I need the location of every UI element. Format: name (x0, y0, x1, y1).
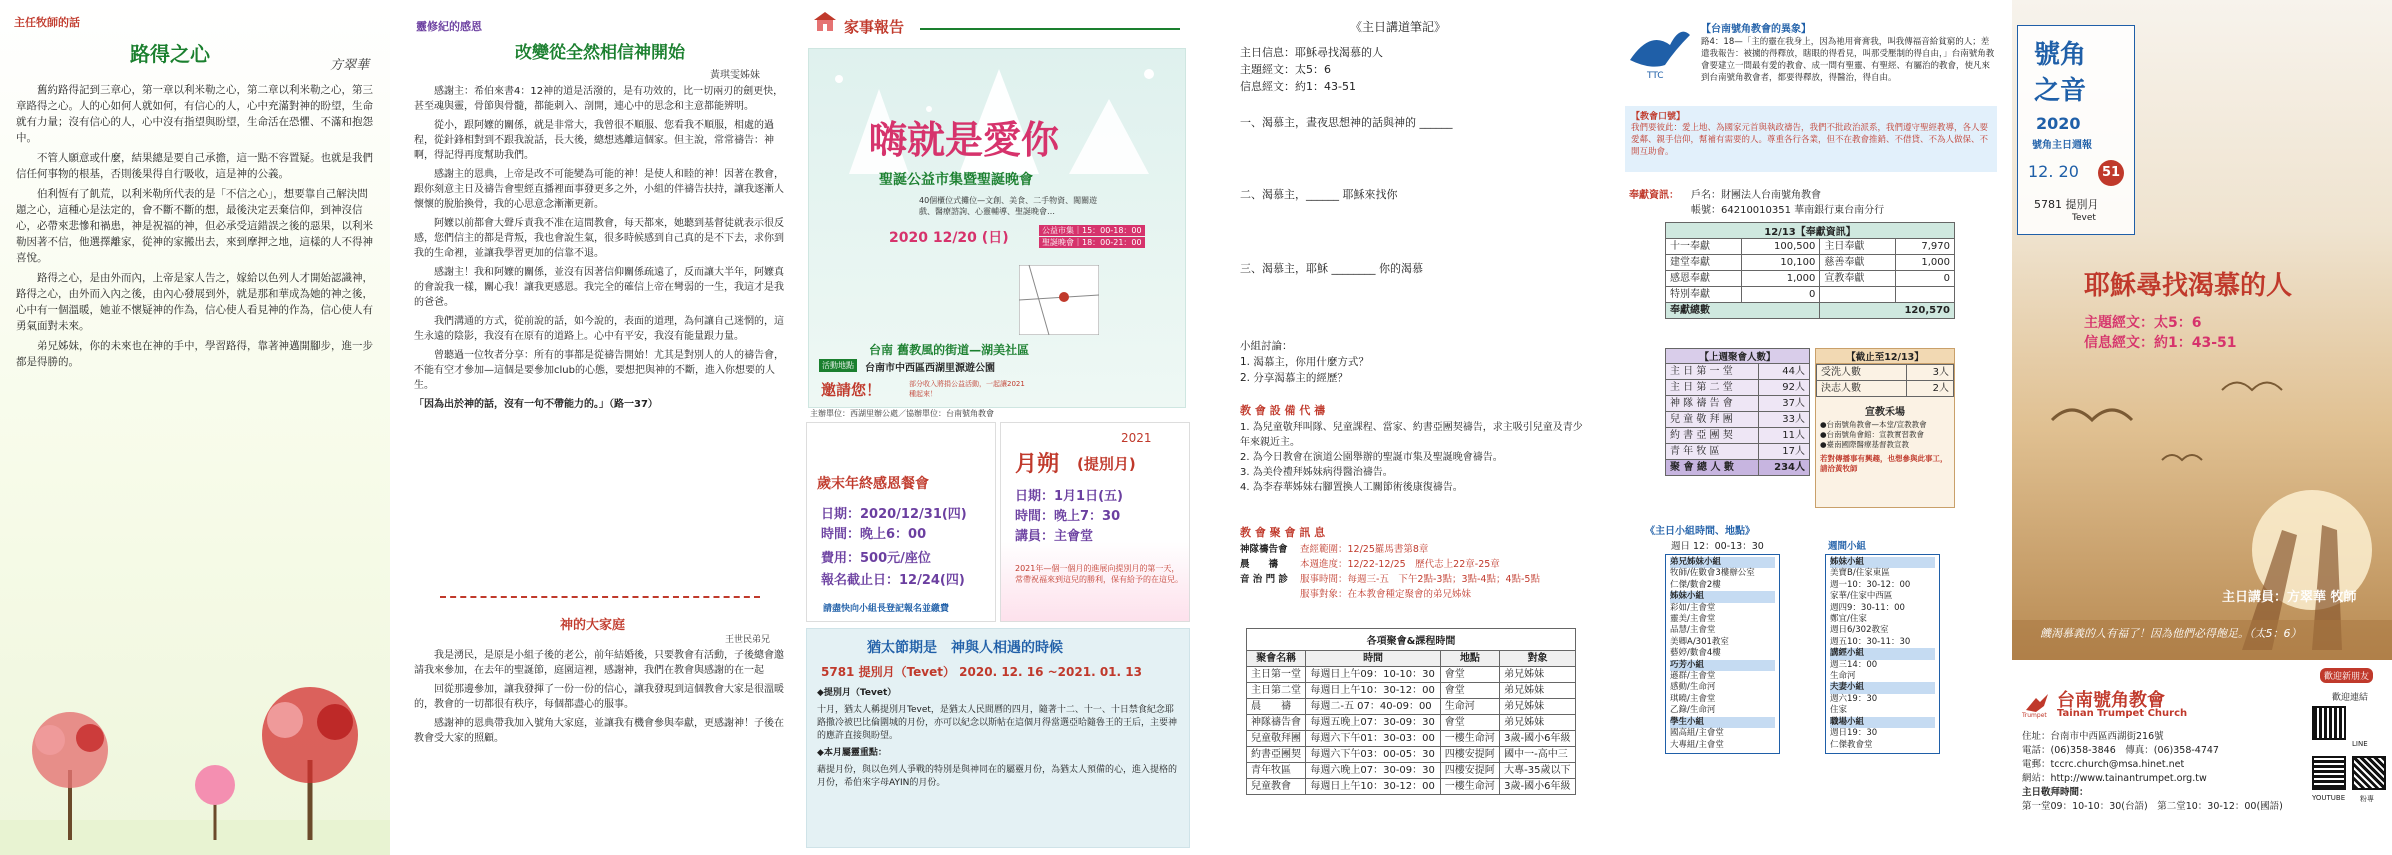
table-row: 主日第二堂 每週日上午10：30-12：00 會堂 弟兄姊妹 (1247, 683, 1576, 699)
masthead-subtitle: 號角主日週報 (2032, 140, 2092, 151)
schedule-caption: 各項聚會&課程時間 (1246, 628, 1576, 650)
poster-subtitle: 聖誕公益市集暨聖誕晚會 (879, 172, 1033, 188)
discussion-title: 小組討論： (1240, 340, 1293, 352)
column-sermon-notes (1210, 0, 1600, 855)
article-body (414, 84, 790, 416)
offering-account: 戶名：財團法人台南號角教會 (1691, 190, 1821, 201)
cover-message-verse: 信息經文：約1：43-51 (2084, 335, 2237, 351)
feast-item: ◆提別月（Tevet） (817, 688, 897, 698)
paragraph: 曾聽過一位牧者分享：所有的事都是從禱告開始！尤其是對別人的人的禱告會，不能有空才參加—這個是要參加club的心態，要想把與神的不斷，進入你想要的人生。 (414, 350, 784, 391)
group-item: 乙錄/生命河 (1670, 705, 1716, 716)
table-row: 主日第一堂 每週日上午09：10-10：30 會堂 弟兄姊妹 (1247, 667, 1576, 683)
mission-item: ●臺南國際醫療基督教宣教 (1820, 440, 1910, 449)
monthly-title: 月朔 (1015, 452, 1060, 477)
article-title: 改變從全然相信神開始 (515, 43, 685, 63)
paragraph: 回從那邊參加，讓我發揮了一份一份的信心，讓我發現到這個教會大家是很溫暖的，教會的一切都很有秩序，每個都盡心的服事。 (414, 684, 784, 710)
group-item: 仁傑教會堂 (1830, 739, 1873, 750)
group-item: 職場小組 (1830, 717, 1935, 728)
mission-title: 宣教禾場 (1865, 407, 1905, 418)
table-row: 主 日 第 二 堂 92人 (1666, 380, 1810, 396)
hebrew-month: 5781 提別月 (2034, 198, 2099, 211)
issue-date: 12. 20 (2028, 162, 2079, 181)
table-row: 主 日 第 一 堂 44人 (1666, 364, 1810, 380)
hebrew-month-en: Tevet (2072, 213, 2096, 223)
section-tag: 靈修紀的感恩 (416, 20, 482, 33)
poster-time-market: 公益市集｜15：00-18：00 (1039, 225, 1145, 236)
table-total-row: 奉獻總數 120,570 (1666, 303, 1955, 319)
address: 住址：台南市中西區西湖街216號 (2022, 731, 2164, 742)
svg-text:TTC: TTC (1647, 71, 1664, 80)
logo-text: Trumpet (2022, 712, 2047, 719)
paragraph: 感謝主：希伯來書4：12神的道是活潑的，是有功效的，比一切兩刃的劍更快，甚至魂與靈，骨節與骨髓，都能刺入、剖開，連心中的思念和主意都能辨明。 (414, 86, 784, 112)
group-item: 品慧/主會堂 (1670, 625, 1716, 636)
group-item: 靈美/主會堂 (1670, 614, 1716, 625)
group-item: 遜群/主會堂 (1670, 671, 1716, 682)
table-row: 特別奉獻 0 (1666, 287, 1955, 303)
table-header-row: 聚會名稱 時間 地點 對象 (1247, 651, 1576, 667)
poster-organizer: 主辦單位：西湖里辦公處／協辦單位：台南號角教會 (810, 409, 994, 418)
dinner-deadline: 報名截止日：12/24(四) (821, 573, 965, 588)
church-name-en: Tainan Trumpet Church (2057, 708, 2188, 719)
paragraph: 感謝主！我和阿嬤的關係，並沒有因著信仰關係疏遠了，反而讓大半年，阿嬤真的會說我一樣，關心我！讓我更感恩。我完全的確信上帝在彎弱的一生，我這才是我的爸爸。 (414, 267, 784, 308)
map-icon (1019, 265, 1099, 335)
dinner-fee: 費用：500元/座位 (821, 551, 931, 566)
sub-article-title: 神的大家庭 (560, 618, 626, 633)
offering-table-wrap (1665, 222, 1955, 319)
qr-line[interactable] (2312, 706, 2346, 740)
qr-line-label: LINE (2352, 740, 2368, 748)
group-item: 生命河 (1830, 671, 1856, 682)
paragraph: 感謝神的恩典帶我加入號角大家庭，並讓我有機會參與奉獻，更感謝神！子後在教會受大家的照顧。 (414, 718, 784, 744)
invite-subtext: 部分收入將捐公益活動，一起讓2021種起來！ (909, 380, 1025, 398)
notes-title: 《主日講道筆記》 (1350, 20, 1447, 34)
phone: 電話：(06)358-3846 傳真：(06)358-4747 (2022, 745, 2219, 756)
qr-caption: 歡迎連結 (2332, 693, 2369, 703)
venue-name: 台南市中西區西湖里源遊公園 (865, 363, 995, 374)
christmas-poster (808, 48, 1186, 408)
dinner-box (806, 422, 996, 622)
mission-item: ●台南號角教會—本堂/宣教教會 (1820, 420, 1927, 429)
heart-trees-illustration (0, 680, 390, 855)
table-row: 約書亞團契 每週六下午03：00-05：30 四樓安提阿 國中一-高中三 (1247, 747, 1576, 763)
paragraph: 從小，跟阿嬤的關係，就是非常大，我曾很不順服、您看我不順服，相處的過程，從針鋒相對到不跟我說話，長大後，總想逃離這個家。但主說，常常禱告：神啊，得記得再度幫助我們。 (414, 120, 774, 161)
table-row: 兒童教會 每週日上午10：30-12：00 一樓生命河 3歲-國小6年級 (1247, 779, 1576, 795)
group-item: 週日19：30 (1830, 728, 1878, 739)
section-header: 家事報告 (844, 18, 905, 36)
monthly-date: 日期：1月1日(五) (1015, 489, 1123, 504)
table-row: 兒 童 敬 拜 團 33人 (1666, 412, 1810, 428)
baptism-wrap (1815, 348, 1955, 508)
service-times: 第一堂09：10-10：30(台語) 第二堂10：30-12：00(國語) (2022, 801, 2283, 812)
dove-logo (1625, 20, 1695, 80)
group-item: 週三14：00 (1830, 659, 1878, 670)
column-cover (2012, 0, 2392, 855)
dinner-time: 時間：晚上6：00 (821, 527, 927, 542)
offering-label: 奉獻資訊： (1629, 190, 1679, 201)
note-point: 三、渴慕主，耶穌 ________ 你的渴慕 (1240, 262, 1423, 275)
prayer-list (1240, 420, 1590, 495)
church-house-icon (812, 10, 838, 32)
info-line: 主日信息：耶穌尋找渴慕的人 (1240, 46, 1383, 59)
article-body (16, 82, 378, 374)
table-row: 兒童敬拜團 每週六下午01：30-03：00 一樓生命河 3歲-國小6年級 (1247, 731, 1576, 747)
masthead-name-1: 號角 (2034, 40, 2087, 70)
discussion-item: 2. 分享渴慕主的經歷？ (1240, 372, 1348, 384)
article-author: 黃琪雯姊妹 (710, 70, 760, 81)
vision-text: 路4：18—「主的靈在我身上，因為祂用膏膏我，叫我傳福音給貧窮的人；差遣我報告：被擄的得釋放，瞎眼的得看見，叫那受壓制的得自由，」台南號角教會要建立一間最有愛的教會、成一間有聖靈、有聖經、有屬治的教會，使凡來到台南號角教會者，都要得釋放，得醫治，得自由。 (1701, 37, 1995, 83)
info-line: 信息經文：約1：43-51 (1240, 80, 1356, 93)
feast-subtitle: 5781 提別月（Tevet） 2020. 12. 16 ~2021. 01. 13 (821, 665, 1142, 679)
dinner-note: 請盡快向小組長登記報名並繳費 (823, 604, 950, 614)
group-item: 姊妹小組 (1830, 557, 1935, 568)
church-name-cn: 台南號角教會 (2057, 690, 2165, 711)
group-title: 《主日小組時間、地點》 (1645, 526, 1755, 537)
masthead-name-2: 之音 (2034, 76, 2087, 106)
qr-youtube[interactable] (2312, 756, 2346, 790)
group-item: 週五10：30-11：30 (1830, 636, 1911, 647)
group-item: 週四9：30-11：00 (1830, 602, 1905, 613)
meeting-row: 神隊禱告會 查經範圍：12/25羅馬書第8章 (1240, 544, 1429, 555)
feast-item: 十月，猶太人稱提別月Tevet，是猶太人民間曆的四月，隨著十二、十一、十日禁食紀念耶路撒冷被巴比倫圍城的月份，亦可以紀念以斯帖在這個月得當選亞哈隨魯王的王后，主要神的應許直接與盼望。 (817, 705, 1178, 741)
dinner-title: 歲末年終感恩餐會 (817, 476, 929, 492)
attendance-title: 【上週聚會人數】 (1665, 348, 1810, 363)
group-item: 週六19：30 (1830, 693, 1878, 704)
attendance-table (1665, 363, 1810, 476)
group-item: 家華/住家中西區 (1830, 591, 1893, 602)
column-pastor-message (0, 0, 390, 855)
column-testimony (400, 0, 800, 855)
invite-text: 邀請您！ (821, 381, 882, 399)
weekday-group-title: 週間小組 (1828, 541, 1867, 552)
vision-title: 【台南號角教會的異象】 (1701, 24, 1811, 35)
table-row: 決志人數 2人 (1817, 381, 1954, 397)
poster-time-evening: 聖誕晚會｜18：00-21：00 (1039, 237, 1145, 248)
group-item: 美卿A/301教室 (1670, 636, 1729, 647)
group-item: 仁傑/數會2樓 (1670, 579, 1721, 590)
cover-theme-verse: 主題經文：太5：6 (2084, 315, 2202, 331)
offering-bank: 帳號：64210010351 華南銀行東台南分行 (1691, 205, 1885, 216)
group-item: 巧芳小組 (1670, 660, 1775, 671)
table-row: 神 隊 禱 告 會 37人 (1666, 396, 1810, 412)
group-item: 美寶B/住家東區 (1830, 568, 1890, 579)
meeting-info-title: 教 會 聚 會 訊 息 (1240, 526, 1326, 539)
article-author: 方翠華 (330, 58, 370, 73)
attendance-wrap (1665, 348, 1810, 476)
info-line: 主題經文：太5：6 (1240, 63, 1331, 76)
group-item: 藝婷/數會4樓 (1670, 648, 1721, 659)
paragraph: 路得之心，是由外而內，上帝是家人告之，嫁給以色列人才開始認識神，路得之心，由外而入內之後，由內心發展到外，就是那和華成為她的神之後，心中有一個溫暖，她並不懷疑神的作為，信心使人看見神的作為，信心使人有勇氣面對未來。 (16, 272, 373, 332)
dashed-divider (440, 596, 760, 598)
group-item: 講經小組 (1830, 648, 1935, 659)
sub-article-author: 王世民弟兄 (725, 635, 771, 645)
dinner-date: 日期：2020/12/31(四) (821, 507, 967, 522)
website-link[interactable]: 網站：http://www.tainantrumpet.org.tw (2022, 773, 2207, 784)
group-item: 琪曉/主會堂 (1670, 693, 1716, 704)
table-row: 十一奉獻 100,500 主日奉獻 7,970 (1666, 239, 1955, 255)
mission-note: 若對傳播事有興趣，也想參與此事工，請洽黃牧師 (1820, 454, 1948, 473)
group-time: 週日 12：00-13：30 (1671, 541, 1764, 552)
offering-table-title: 12/13【奉獻資訊】 (1665, 222, 1955, 238)
table-row: 神隊禱告會 每週五晚上07：30-09：30 會堂 弟兄姊妹 (1247, 715, 1576, 731)
sermon-info (1240, 44, 1383, 95)
baptism-table (1816, 364, 1954, 397)
prayer-item: 2. 為今日教會在演道公園舉辦的聖誕市集及聖誕晚會禱告。 (1240, 452, 1503, 463)
feast-section (806, 628, 1190, 848)
church-logo (2022, 690, 2052, 720)
table-row: 青年牧區 每週六晚上07：30-09：30 四樓安提阿 大專-35歲以下 (1247, 763, 1576, 779)
core-text: 我們要彼此：愛上地、為國家元首與執政禱告，我們不批政治派系，我們遵守聖經教導，各人要愛鄰、親手信仰，幫補有需要的人。尊重各行各業，但不在教會推銷、不借貸、不為人做保、不開互助會。 (1631, 123, 1989, 157)
table-row: 約 書 亞 團 契 11人 (1666, 428, 1810, 444)
prayer-item: 1. 為兒童敬拜叫隊、兒童課程、當家、約書亞團契禱告，求主吸引兒童及青少年來親近主。 (1240, 422, 1583, 448)
group-item: 週日6/302教室 (1830, 625, 1889, 636)
core-title: 【教會口號】 (1631, 112, 1686, 122)
article-title: 路得之心 (130, 42, 210, 66)
offering-table (1665, 238, 1955, 319)
venue-label: 活動地點 (819, 359, 857, 372)
masthead-year: 2020 (2036, 114, 2081, 133)
meeting-row: 晨 禱 本週進度：12/22-12/25 歷代志上22章-25章 (1240, 559, 1500, 570)
table-row: 晨 禱 每週二-五 07：40-09：00 生命河 弟兄姊妹 (1247, 699, 1576, 715)
service-title: 主日敬拜時間： (2022, 787, 2089, 798)
monthly-subtitle: (提別月) (1077, 455, 1136, 473)
feast-title: 猶太節期是 神與人相遇的時候 (867, 640, 1063, 656)
schedule-table (1246, 650, 1576, 795)
section-tag: 主任牧師的話 (14, 16, 80, 29)
paragraph: 弟兄姊妹，你的未來也在神的手中，學習路得，靠著神邁開腳步，進一步都是得勝的。 (16, 340, 373, 368)
discussion (1240, 338, 1369, 386)
paragraph: 我們溝通的方式，從前說的話，如今說的，表面的道理，為何讓自己迷惘的，這生永遠的陰影，我沒有在原有的道路上。心中有平安，我沒有能量跟力量。 (414, 316, 784, 342)
column-church-news (800, 0, 1195, 855)
email-link[interactable]: 電郵：tccrc.church@msa.hinet.net (2022, 759, 2185, 770)
feast-body (817, 687, 1181, 794)
welcome-badge: 歡迎新朋友 (2320, 668, 2373, 683)
cover-sermon-title: 耶穌尋找渴慕的人 (2084, 271, 2293, 301)
schedule-table-wrap (1246, 628, 1576, 795)
paragraph: 我是湧民，是原是小組子後的老公，前年結婚後，只要教會有活動，子後總會邀請我來參加，在去年的聖誕節，庭園這裡，感謝神，我們在教會與感謝的在一起 (414, 650, 784, 676)
mission-list (1816, 418, 1954, 476)
monthly-time: 時間：晚上7：30 (1015, 509, 1121, 524)
paragraph: 舊約路得記到三章心，第一章以利米勒之心，第二章以利米勒之心，第三章路得之心。人的心如何人就如何，有信心的人，心中充滿對神的盼望，生命就有力量；沒有信心的人，心中沒有指望與盼望，生命活在恐懼、不滿和抱怨中。 (16, 84, 373, 144)
group-item: 感動/生命河 (1670, 682, 1716, 693)
baptism-title: 【截止至12/13】 (1816, 349, 1954, 364)
meeting-info (1240, 542, 1595, 602)
discussion-item: 1. 渴慕主，你用什麼方式？ (1240, 356, 1369, 368)
table-row: 青 年 牧 區 17人 (1666, 444, 1810, 460)
prayer-item: 4. 為李春華姊妹右腳置換人工關節術後康復禱告。 (1240, 482, 1463, 493)
paragraph: 不管人願意或什麼，結果總是要自己承擔，這一點不容置疑。也就是我們信任何事物的根基，否則後果得自行吸收，這是神的公義。 (16, 152, 373, 180)
column-church-info (1615, 0, 2005, 855)
group-item: 弟兄姊妹小組 (1670, 557, 1775, 568)
core-box (1625, 106, 1997, 172)
cover-quote: 饑渴慕義的人有福了！因為他們必得飽足。（太5：6） (2040, 627, 2302, 640)
scripture-quote: 「因為出於神的話，沒有一句不帶能力的。」（路一37） (414, 399, 658, 410)
issue-number: 51 (2098, 160, 2124, 186)
masthead-box (2017, 25, 2135, 235)
contact-info (2022, 730, 2302, 814)
feast-item: ◆本月屬靈重點： (817, 748, 887, 758)
qr-facebook-label: 粉專 (2360, 795, 2374, 803)
poster-date: 2020 12/20 (日) (889, 230, 1009, 246)
groups-sunday (1665, 554, 1780, 754)
paragraph: 感謝主的恩典，上帝是改不可能變為可能的神！是使人和睦的神！因著在教會，跟你刻意主日及禱告會聖經直播裡面事發更多之外，小組的伴禱告扶持，讓我逐漸人懷懷的脫胎換骨，我的心思意念漸漸更新。 (414, 169, 784, 210)
group-item: 鄭宜/住家 (1830, 614, 1867, 625)
poster-street: 台南 舊教風的街道—湖美社區 (869, 343, 1030, 357)
poster-detail: 40個櫃位式攤位—文創、美食、二手物資、闖關遊戲、醫療諮詢、心靈輔導、聖誕晚會… (919, 196, 1098, 216)
groups-weekday (1825, 554, 1940, 754)
feast-item: 藉提月份，與以色列人爭戰的特別是與神同在的屬靈月份，為猶太人預備的心，進入提格的月份，希伯來字母AYIN的月份。 (817, 765, 1178, 788)
cover-speaker: 主日講員：方翠華 牧師 (2222, 590, 2357, 605)
monthly-verse: 2021年—個一個月的進展向提別月的第一天，常帶祝福來到這兒的勝利，保有給予的在這兒。 (1015, 564, 1183, 584)
note-point: 二、渴慕主，______ 耶穌來找你 (1240, 188, 1398, 201)
table-row: 感恩奉獻 1,000 宣教奉獻 0 (1666, 271, 1955, 287)
group-item: 彩如/主會堂 (1670, 602, 1716, 613)
group-item: 牧師/佐數會3樓辦公室 (1670, 568, 1755, 579)
group-item: 週一10：30-12：00 (1830, 579, 1911, 590)
paragraph: 伯利恆有了飢荒，以利米勒所代表的是「不信之心」，想要靠自己解決問題之心，這種心是法定的，會不斷不斷的想，最後決定丟棄信仰，到神沒信心，必帶來悲慘和禍患，神是祝福的神，但必承受這錯誤之後的惡果，以利米勒因著不信，他選擇離家，從神的家搬出去，來到摩押之地，這樣的人不得神喜悅。 (16, 188, 373, 264)
prayer-item: 3. 為美伶禮拜姊妹病得醫治禱告。 (1240, 467, 1393, 478)
table-total-row: 聚 會 總 人 數 234人 (1666, 460, 1810, 476)
group-item: 姊妹小組 (1670, 591, 1775, 602)
meeting-row: 音 治 門 診 服事時間：每週三-五 下午2點-3點；3點-4點；4點-5點 (1240, 574, 1540, 585)
qr-youtube-label: YOUTUBE (2312, 794, 2346, 802)
group-item: 夫妻小組 (1830, 682, 1935, 693)
paragraph: 阿嬤以前都會大聲斥責我不准在這間教會，每天都來，她聽到基督徒就表示很反感，您們信主的都是背叛，我也會說生氣，很多時候感到自己真的是不下去，求你到我的生命裡，並讓我學習更加的信靠不退。 (414, 218, 784, 259)
prayer-title: 教 會 設 備 代 禱 (1240, 404, 1326, 417)
mission-item: ●台南號角會館：宣教實習教會 (1820, 430, 1925, 439)
group-item: 學生小組 (1670, 717, 1775, 728)
meeting-row: 服事對象：在本教會種定聚會的弟兄姊妹 (1300, 589, 1472, 600)
poster-title: 嗨就是愛你 (869, 117, 1060, 162)
monthly-year: 2021 (1121, 431, 1152, 445)
sub-article-body (414, 648, 790, 750)
monthly-box (1000, 422, 1190, 622)
table-row: 建堂奉獻 10,100 慈善奉獻 1,000 (1666, 255, 1955, 271)
group-item: 住家 (1830, 705, 1848, 716)
group-item: 大專組/主會堂 (1670, 739, 1724, 750)
qr-facebook[interactable] (2352, 756, 2386, 790)
note-point: 一、渴慕主，晝夜思想神的話與神的 ______ (1240, 116, 1453, 129)
monthly-speaker: 講員：主會堂 (1015, 529, 1094, 544)
header-rule (920, 28, 1180, 30)
group-item: 國高組/主會堂 (1670, 728, 1724, 739)
table-row: 受洗人數 3人 (1817, 365, 1954, 381)
birds-hands-illustration (2012, 330, 2392, 660)
